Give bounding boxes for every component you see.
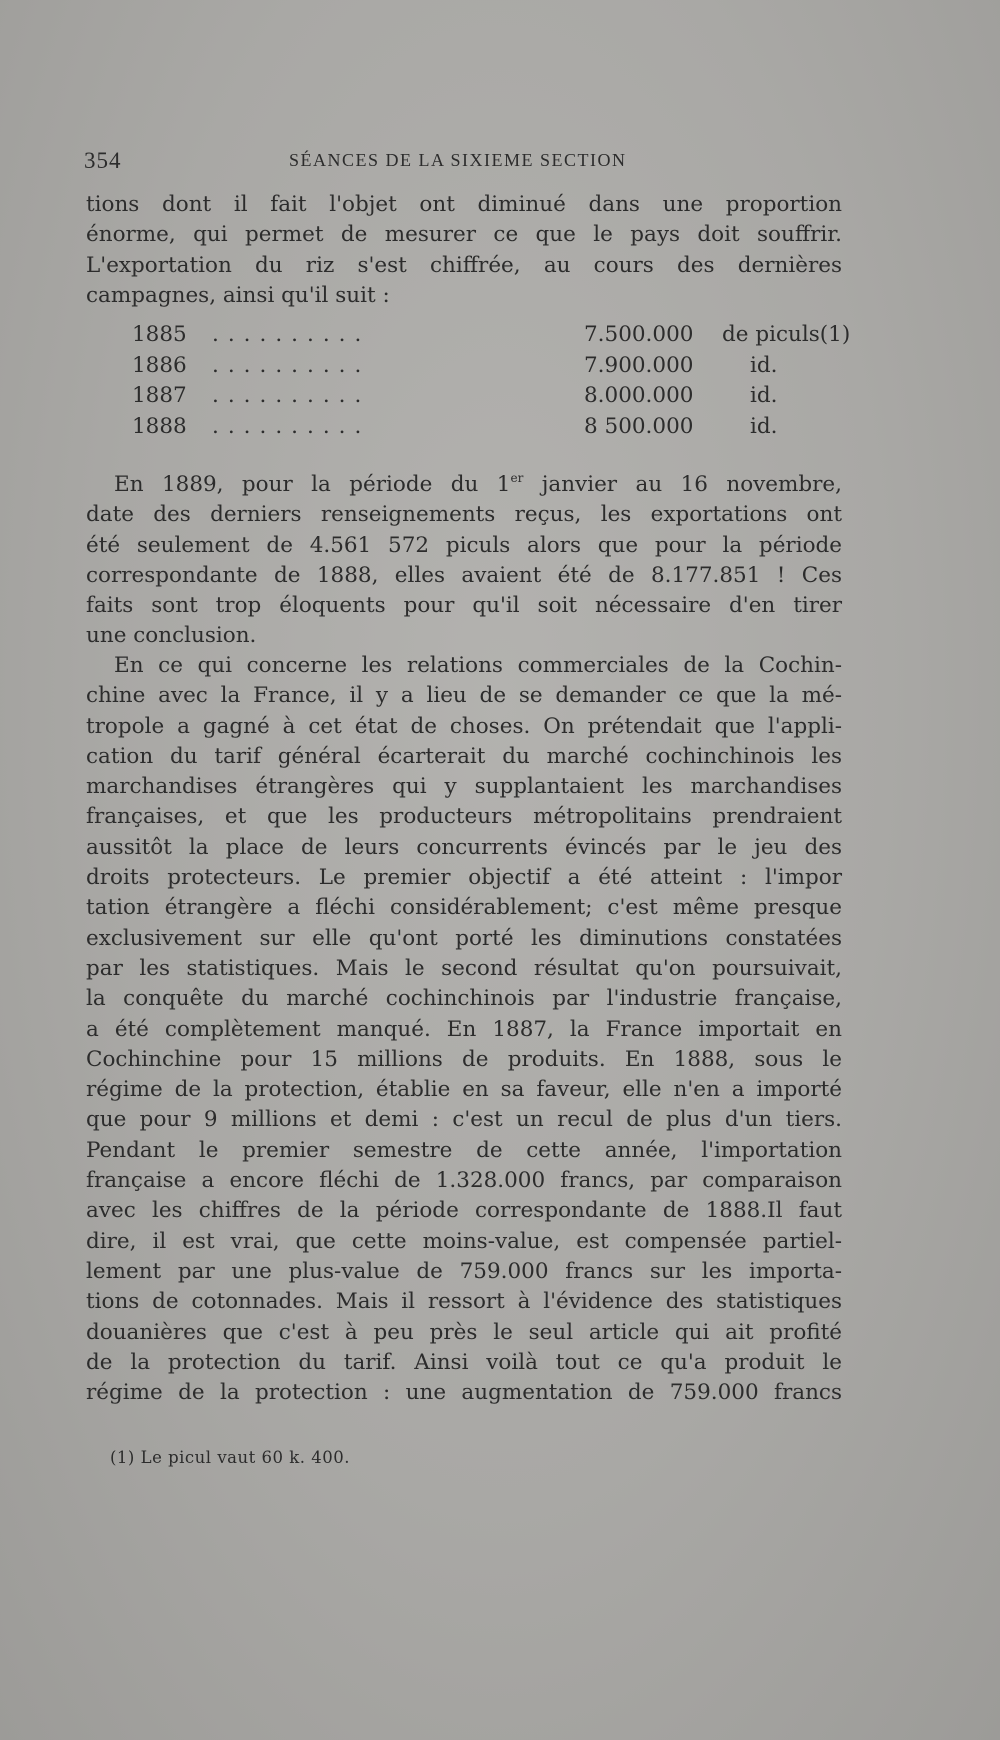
footnote: (1) Le picul vaut 60 k. 400. — [110, 1448, 350, 1467]
text-line: cation du tarif général écarterait du marché cochinchinois les — [86, 743, 842, 769]
text-line: exclusivement sur elle qu'ont porté les diminutions constatées — [86, 925, 842, 951]
dot-leader: .......... — [212, 383, 371, 408]
text-line: faits sont trop éloquents pour qu'il soit nécessaire d'en tirer — [86, 593, 842, 619]
text-line: été seulement de 4.561 572 piculs alors que pour la période — [86, 532, 842, 558]
text-line: dire, il est vrai, que cette moins-value, est compensée partiel- — [86, 1228, 842, 1254]
rice-export-table — [132, 322, 852, 444]
unit-cell: id. — [750, 413, 778, 439]
text-line: tation étrangère a fléchi considérablement; c'est même presque — [86, 895, 842, 921]
text-line: correspondante de 1888, elles avaient été de 8.177.851 ! Ces — [86, 562, 842, 588]
text-line: que pour 9 millions et demi : c'est un recul de plus d'un tiers. — [86, 1107, 842, 1133]
text-line: En ce qui concerne les relations commerciales de la Cochin- — [114, 653, 842, 678]
quantity-cell: 7.500.000 — [584, 322, 694, 347]
quantity-cell: 7.900.000 — [584, 352, 694, 378]
text-line: tions de cotonnades. Mais il ressort à l'évidence des statistiques — [86, 1289, 842, 1315]
year-cell: 1888 — [132, 413, 187, 439]
year-cell: 1885 — [132, 322, 187, 347]
text-line: lement par une plus-value de 759.000 francs sur les importa- — [86, 1258, 842, 1284]
text-line: campagnes, ainsi qu'il suit : — [86, 282, 390, 308]
text-line: énorme, qui permet de mesurer ce que le pays doit souffrir. — [86, 222, 842, 248]
text-line: une conclusion. — [86, 623, 257, 649]
text-line: aussitôt la place de leurs concurrents évincés par le jeu des — [86, 834, 842, 860]
quantity-cell: 8.000.000 — [584, 383, 694, 408]
text-line: L'exportation du riz s'est chiffrée, au cours des dernières — [86, 252, 842, 278]
dot-leader: .......... — [212, 413, 371, 439]
text-line: Pendant le premier semestre de cette année, l'importation — [86, 1137, 842, 1163]
text-line: de la protection du tarif. Ainsi voilà tout ce qu'a produit le — [86, 1349, 842, 1375]
text-line: par les statistiques. Mais le second résultat qu'on poursuivait, — [86, 955, 842, 981]
text-line: chine avec la France, il y a lieu de se demander ce que la mé- — [86, 683, 842, 709]
page-number: 354 — [84, 148, 122, 173]
text-line: française a encore fléchi de 1.328.000 francs, par comparaison — [86, 1168, 842, 1194]
dot-leader: .......... — [212, 322, 371, 347]
text-line: avec les chiffres de la période correspondante de 1888.Il faut — [86, 1198, 842, 1224]
running-title: SÉANCES DE LA SIXIEME SECTION — [289, 150, 627, 170]
year-cell: 1886 — [132, 352, 187, 378]
running-head — [84, 148, 844, 178]
text-line: Cochinchine pour 15 millions de produits. En 1888, sous le — [86, 1046, 842, 1072]
table-row — [132, 353, 852, 384]
table-row — [132, 322, 852, 353]
paragraph-1889-exports — [86, 470, 842, 652]
paragraph-intro — [86, 190, 842, 311]
text-line: tropole a gagné à cet état de choses. On prétendait que l'appli- — [86, 713, 842, 739]
text-line: la conquête du marché cochinchinois par l'industrie française, — [86, 986, 842, 1012]
year-cell: 1887 — [132, 383, 187, 408]
text-fragment: janvier au 16 novembre, — [523, 472, 842, 497]
dot-leader: .......... — [212, 352, 371, 378]
text-line: régime de la protection, établie en sa faveur, elle n'en a importé — [86, 1077, 842, 1103]
unit-cell: id. — [750, 383, 778, 408]
text-line: tions dont il fait l'objet ont diminué dans une proportion — [86, 192, 842, 217]
text-line: marchandises étrangères qui y supplantaient les marchandises — [86, 774, 842, 800]
text-fragment: En 1889, pour la période du 1 — [114, 472, 511, 497]
text-line: date des derniers renseignements reçus, les exportations ont — [86, 502, 842, 528]
text-line: droits protecteurs. Le premier objectif a été atteint : l'impor — [86, 865, 842, 891]
text-line: régime de la protection : une augmentation de 759.000 francs — [86, 1380, 842, 1406]
unit-cell: id. — [750, 352, 778, 378]
text-line: douanières que c'est à peu près le seul article qui ait profité — [86, 1319, 842, 1345]
table-row — [132, 383, 852, 414]
paragraph-commercial-relations — [86, 651, 842, 1408]
table-row — [132, 414, 852, 445]
quantity-cell: 8 500.000 — [584, 413, 694, 439]
text-line: françaises, et que les producteurs métropolitains prendraient — [86, 804, 842, 830]
unit-cell: de piculs(1) — [722, 322, 851, 347]
text-line: a été complètement manqué. En 1887, la France importait en — [86, 1016, 842, 1042]
text-line — [86, 470, 842, 500]
superscript: er — [510, 471, 524, 485]
